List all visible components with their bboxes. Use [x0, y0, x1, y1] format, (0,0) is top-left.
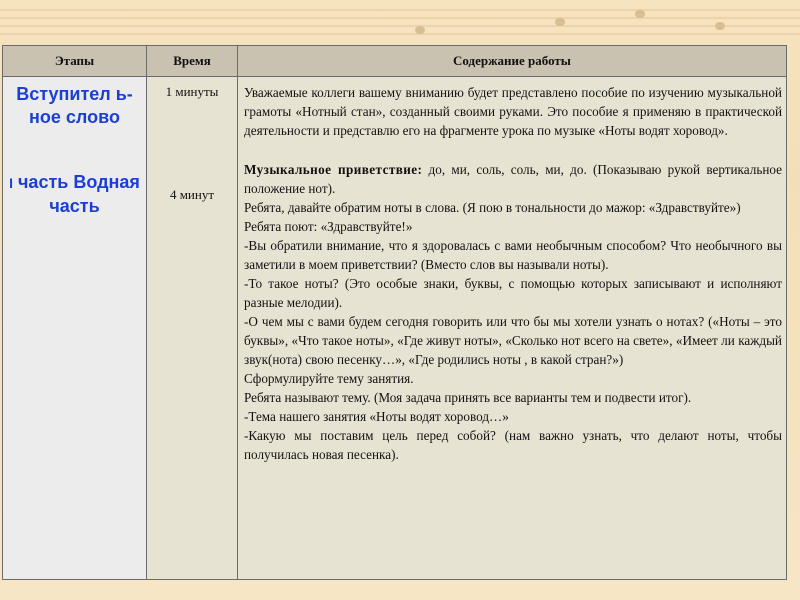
content-p5: -Вы обратили внимание, что я здоровалась с вами необычным способом? Что необычного вы заметили в моем приветствии? (Вместо слов вы называли ноты).: [244, 238, 782, 272]
header-content: Содержание работы: [238, 46, 787, 77]
lesson-table: [2, 45, 787, 580]
time-1: 1 минуты: [165, 84, 219, 99]
content-cell: [238, 77, 787, 580]
content-p2-rest: до, ми, соль, соль, ми, до. (Показываю рукой вертикальное положение нот).: [244, 162, 782, 196]
content-p11: -Какую мы поставим цель перед собой? (нам важно узнать, что делают ноты, чтобы получилась новая песенка).: [244, 428, 782, 462]
stage-part-prefix: I: [9, 175, 13, 191]
header-stages: Этапы: [3, 46, 147, 77]
content-p8: Сформулируйте тему занятия.: [244, 371, 414, 386]
content-p9: Ребята называют тему. (Моя задача принять все варианты тем и подвести итог).: [244, 390, 692, 405]
content-p6: -То такое ноты? (Это особые знаки, буквы, с помощью которых записывают и исполняют разные мелодии).: [244, 276, 782, 310]
lesson-table-container: [2, 45, 787, 580]
stage-cell: [3, 77, 147, 580]
stage-part: [7, 171, 142, 218]
content-p3: Ребята, давайте обратим ноты в слова. (Я пою в тональности до мажор: «Здравствуйте»): [244, 200, 741, 215]
content-p4: Ребята поют: «Здравствуйте!»: [244, 219, 413, 234]
table-header-row: [3, 46, 787, 77]
stage-intro: Вступител ь-ное слово: [16, 84, 133, 127]
time-cell: [147, 77, 238, 580]
content-p10: -Тема нашего занятия «Ноты водят хоровод…»: [244, 409, 509, 424]
content-p2-bold: Музыкальное приветствие:: [244, 162, 423, 177]
header-time: Время: [147, 46, 238, 77]
content-p7: -О чем мы с вами будем сегодня говорить или что бы мы хотели узнать о нотах? («Ноты – это буквы», «Что такое ноты», «Где живут ноты», «Сколько нот всего на свете», «Имеет ли каждый звук(нота) свою песенку…», «Где родились ноты , в какой стран?»): [244, 314, 782, 367]
content-p1: Уважаемые коллеги вашему вниманию будет представлено пособие по изучению музыкальной грамоты «Нотный стан», созданный своими руками. Это пособие я применяю в практической деятельности и представлю его на фрагменте урока по музыке «Ноты водят хоровод».: [244, 85, 782, 138]
content-p2: [244, 160, 782, 198]
table-row: [3, 77, 787, 580]
stage-part-rest: часть Водная часть: [17, 172, 140, 216]
time-2: 4 минут: [169, 187, 215, 202]
